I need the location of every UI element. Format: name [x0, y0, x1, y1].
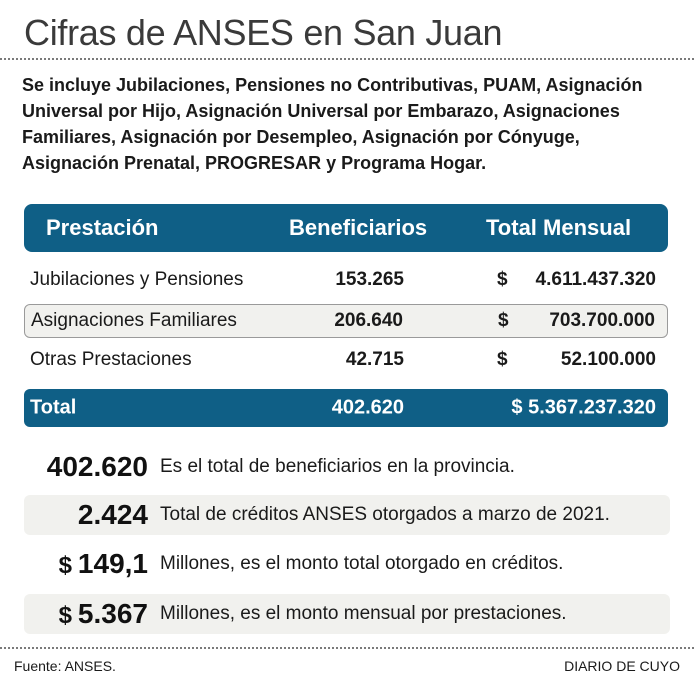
table-row [24, 343, 668, 377]
column-header-beneficiarios: Beneficiarios [289, 215, 428, 240]
fact-monto-mensual [24, 594, 670, 634]
fact-value [59, 598, 148, 630]
row-name: Asignaciones Familiares [31, 310, 237, 331]
fact-value [59, 548, 148, 580]
total-beneficiarios: 402.620 [331, 396, 404, 419]
fact-total-beneficiarios [24, 447, 670, 487]
fact-monto-creditos [24, 544, 670, 584]
column-header-prestacion: Prestación [46, 215, 159, 240]
total-monto: $ 5.367.237.320 [511, 396, 656, 419]
row-total: 703.700.000 [549, 310, 655, 331]
title-divider [0, 58, 694, 60]
row-total: 4.611.437.320 [535, 269, 656, 290]
row-beneficiarios: 42.715 [345, 349, 404, 370]
total-row [24, 389, 668, 427]
fact-text: Millones, es el monto total otorgado en créditos. [160, 553, 564, 574]
total-label: Total [30, 396, 77, 419]
source-note: Fuente: ANSES. [14, 658, 116, 674]
row-name: Otras Prestaciones [30, 349, 192, 370]
row-beneficiarios: 206.640 [334, 310, 403, 331]
fact-text: Es el total de beneficiarios en la provincia. [160, 456, 515, 477]
fact-text: Total de créditos ANSES otorgados a marzo de 2021. [160, 504, 610, 525]
chart-title: Cifras de ANSES en San Juan [24, 12, 503, 53]
fact-value [47, 451, 148, 483]
fact-number: 2.424 [77, 499, 148, 530]
fact-text: Millones, es el monto mensual por prestaciones. [160, 603, 567, 624]
row-currency: $ [497, 349, 508, 370]
row-currency: $ [497, 269, 508, 290]
row-beneficiarios: 153.265 [335, 269, 404, 290]
column-header-total-mensual: Total Mensual [486, 215, 632, 240]
row-name: Jubilaciones y Pensiones [30, 269, 244, 290]
chart-subtitle: Se incluye Jubilaciones, Pensiones no Contributivas, PUAM, Asignación Universal por Hijo, Asignación Universal por Embarazo, Asignaciones Familiares, Asignación por Desempleo, Asignación por Cónyuge, Asignación Prenatal, PROGRESAR y Programa Hogar. [22, 75, 643, 173]
row-total: 52.100.000 [560, 349, 656, 370]
row-currency: $ [498, 310, 509, 331]
footer-divider [0, 647, 694, 649]
table-row [24, 263, 668, 297]
fact-value [78, 499, 148, 531]
table-row [24, 304, 668, 338]
fact-number: 5.367 [77, 598, 148, 629]
fact-creditos [24, 495, 670, 535]
publisher-credit: DIARIO DE CUYO [564, 658, 680, 674]
fact-number: 149,1 [77, 548, 148, 579]
fact-number: 402.620 [46, 451, 148, 482]
fact-currency: $ [58, 552, 72, 579]
table-header [24, 204, 668, 252]
fact-currency: $ [58, 602, 72, 629]
